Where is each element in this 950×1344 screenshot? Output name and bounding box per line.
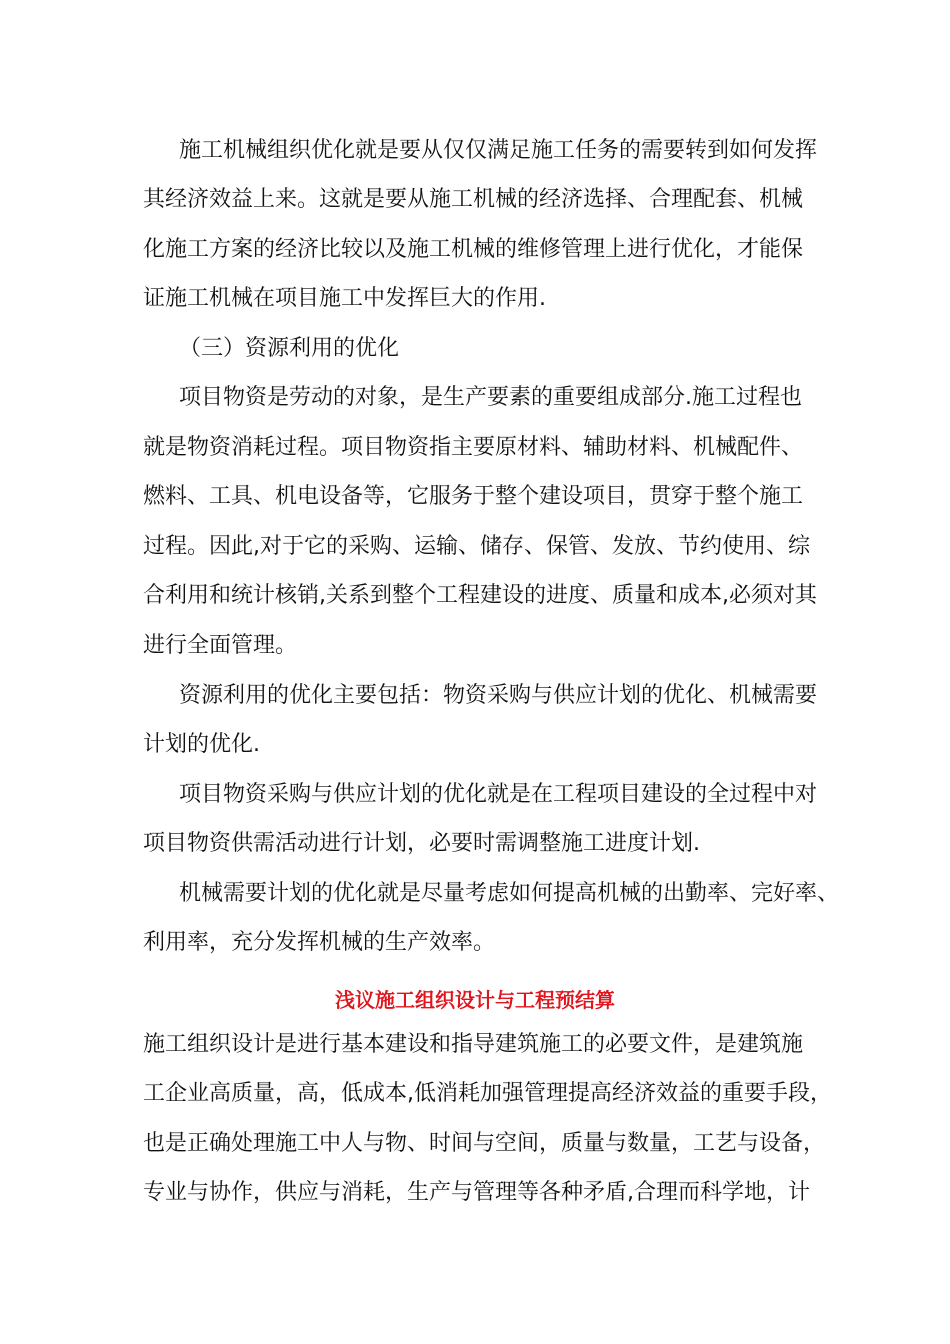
paragraph-line: 化施工方案的经济比较以及施工机械的维修管理上进行优化，才能保	[143, 237, 804, 262]
paragraph-line: 合利用和统计核销,关系到整个工程建设的进度、质量和成本,必须对其	[143, 583, 817, 608]
paragraph-line: 资源利用的优化主要包括：物资采购与供应计划的优化、机械需要	[179, 683, 818, 708]
paragraph-line: 工企业高质量，高，低成本,低消耗加强管理提高经济效益的重要手段，	[143, 1081, 832, 1106]
paragraph-line: 证施工机械在项目施工中发挥巨大的作用.	[143, 286, 546, 311]
paragraph-line: 施工机械组织优化就是要从仅仅满足施工任务的需要转到如何发挥	[179, 138, 818, 163]
paragraph-line: 项目物资供需活动进行计划，必要时需调整施工进度计划.	[143, 831, 700, 856]
paragraph-line: 也是正确处理施工中人与物、时间与空间，质量与数量，工艺与设备，	[143, 1131, 826, 1156]
paragraph-line: 其经济效益上来。这就是要从施工机械的经济选择、合理配套、机械	[143, 187, 804, 212]
paragraph-line: 利用率，充分发挥机械的生产效率。	[143, 930, 496, 955]
paragraph-line: 燃料、工具、机电设备等，它服务于整个建设项目，贯穿于整个施工	[143, 484, 804, 509]
paragraph-line: 机械需要计划的优化就是尽量考虑如何提高机械的出勤率、完好率、	[179, 881, 840, 906]
article-title: 浅议施工组织设计与工程预结算	[335, 988, 615, 1012]
paragraph-line: 过程。因此,对于它的采购、运输、储存、保管、发放、节约使用、综	[143, 534, 810, 559]
paragraph-line: 施工组织设计是进行基本建设和指导建筑施工的必要文件，是建筑施	[143, 1032, 804, 1057]
paragraph-line: 计划的优化.	[143, 732, 260, 757]
section-heading: （三）资源利用的优化	[179, 336, 400, 361]
paragraph-line: 专业与协作，供应与消耗，生产与管理等各种矛盾,合理而科学地，计	[143, 1180, 810, 1205]
paragraph-line: 项目物资是劳动的对象，是生产要素的重要组成部分.施工过程也	[179, 385, 802, 410]
paragraph-line: 进行全面管理。	[143, 633, 298, 658]
paragraph-line: 就是物资消耗过程。项目物资指主要原材料、辅助材料、机械配件、	[143, 435, 804, 460]
paragraph-line: 项目物资采购与供应计划的优化就是在工程项目建设的全过程中对	[179, 782, 818, 807]
